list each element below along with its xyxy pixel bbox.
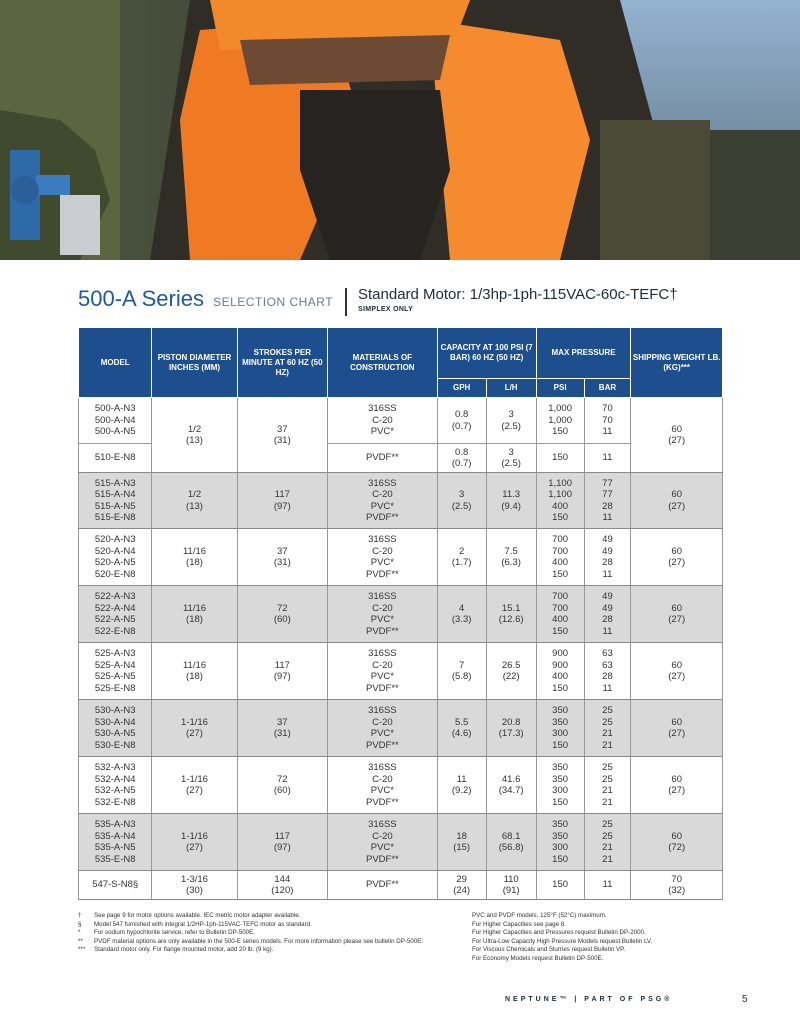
table-row [79, 757, 723, 814]
cell-strokes: 117 (97) [237, 814, 327, 871]
cell-materials: 316SS C-20 PVC* PVDF** [328, 700, 438, 757]
cell-model: 520-A-N3 520-A-N4 520-A-N5 520-E-N8 [79, 529, 152, 586]
cell-model: 515-A-N3 515-A-N4 515-A-N5 515-E-N8 [79, 473, 152, 529]
table-row [79, 871, 723, 900]
title-divider [345, 288, 347, 316]
table-row [79, 814, 723, 871]
table-row [79, 529, 723, 586]
cell-gph: 2 (1.7) [437, 529, 486, 586]
cell-gph: 4 (3.3) [437, 586, 486, 643]
cell-lh: 3 (2.5) [486, 398, 536, 444]
chart-label: SELECTION CHART [213, 295, 334, 309]
cell-model: 510-E-N8 [79, 444, 152, 473]
table-row-group [79, 814, 723, 871]
cell-materials: 316SS C-20 PVC* [328, 398, 438, 444]
cell-psi: 150 [536, 444, 584, 473]
selection-chart-table [78, 327, 723, 900]
cell-piston: 1-3/16 (30) [152, 871, 237, 900]
header-model: MODEL [79, 328, 152, 398]
chart-title-bar [78, 284, 738, 320]
header-max-pressure: MAX PRESSURE [536, 328, 631, 379]
footnote [78, 912, 458, 921]
cell-weight: 60 (27) [631, 529, 723, 586]
table-row-group [79, 643, 723, 700]
footnote-text: See page 9 for motor options available. IEC metric motor adapter available. [94, 912, 301, 919]
footnote-text: PVDF material options are only available in the 500-E series models. For more information please see bulletin DP-500E. [94, 937, 424, 945]
cell-bar: 70 70 11 [584, 398, 631, 444]
simplex-only-label: SIMPLEX ONLY [358, 306, 414, 313]
cell-strokes: 117 (97) [237, 473, 327, 529]
cell-piston: 1/2 (13) [152, 398, 237, 473]
cell-piston: 11/16 (18) [152, 529, 237, 586]
table-row [79, 643, 723, 700]
cell-piston: 1-1/16 (27) [152, 757, 237, 814]
footnote-mark: * [78, 929, 81, 937]
header-psi: PSI [536, 379, 584, 398]
cell-lh: 26.5 (22) [486, 643, 536, 700]
cell-lh: 68.1 (56.8) [486, 814, 536, 871]
note-line: For Higher Capacities see page 8. [472, 920, 566, 928]
cell-psi: 350 350 300 150 [536, 814, 584, 871]
table-row [79, 473, 723, 529]
cell-weight: 60 (27) [631, 586, 723, 643]
note-line: For Viscous Chemicals and Slurries request Bulletin VP. [472, 946, 626, 954]
header-strokes: STROKES PER MINUTE AT 60 HZ (50 HZ) [237, 328, 327, 398]
note-line: PVC and PVDF models, 125°F (52°C) maximum. [472, 912, 607, 919]
header-capacity: CAPACITY AT 100 PSI (7 BAR) 60 HZ (50 HZ) [437, 328, 536, 379]
cell-materials: 316SS C-20 PVC* PVDF** [328, 586, 438, 643]
table-row [79, 586, 723, 643]
cell-psi: 150 [536, 871, 584, 900]
table-row [79, 398, 723, 444]
note-line: For Economy Models request Bulletin DP-500E. [472, 954, 604, 962]
cell-lh: 11.3 (9.4) [486, 473, 536, 529]
cell-model: 500-A-N3 500-A-N4 500-A-N5 [79, 398, 152, 444]
cell-psi: 350 350 300 150 [536, 757, 584, 814]
cell-psi: 700 700 400 150 [536, 529, 584, 586]
cell-strokes: 117 (97) [237, 643, 327, 700]
cell-strokes: 144 (120) [237, 871, 327, 900]
header-gph: GPH [437, 379, 486, 398]
table-row-group [79, 586, 723, 643]
cell-strokes: 72 (60) [237, 586, 327, 643]
cell-psi: 1,000 1,000 150 [536, 398, 584, 444]
footnote-text: Standard motor only. For flange mounted motor, add 20 lb. (9 kg). [94, 946, 274, 954]
cell-bar: 11 [584, 444, 631, 473]
cell-gph: 5.5 (4.6) [437, 700, 486, 757]
table-row-group [79, 398, 723, 473]
cell-gph: 0.8 (0.7) [437, 398, 486, 444]
cell-gph: 18 (15) [437, 814, 486, 871]
footnote-mark: *** [78, 946, 86, 954]
header-shipping-weight: SHIPPING WEIGHT LB. (KG)*** [631, 328, 723, 398]
cell-bar: 11 [584, 871, 631, 900]
hero-photo-illustration [0, 0, 800, 260]
header-bar: BAR [584, 379, 631, 398]
cell-piston: 1-1/16 (27) [152, 700, 237, 757]
note-line: For Ultra-Low Capacity High Pressure Models request Bulletin LV. [472, 937, 653, 945]
series-name: 500-A Series [78, 286, 204, 311]
cell-lh: 7.5 (6.3) [486, 529, 536, 586]
footnote [78, 946, 458, 955]
cell-strokes: 72 (60) [237, 757, 327, 814]
cell-bar: 25 25 21 21 [584, 814, 631, 871]
cell-lh: 41.6 (34.7) [486, 757, 536, 814]
footnote-text: Model 547 furnished with integral 1/2HP-1ph-115VAC-TEFC motor as standard. [94, 920, 312, 928]
footnote-text: For sodium hypochlorite service, refer to Bulletin DP-500E. [94, 929, 255, 937]
cell-lh: 15.1 (12.6) [486, 586, 536, 643]
footnote-mark: § [78, 920, 82, 928]
cell-psi: 350 350 300 150 [536, 700, 584, 757]
cell-materials: 316SS C-20 PVC* PVDF** [328, 529, 438, 586]
cell-model: 535-A-N3 535-A-N4 535-A-N5 535-E-N8 [79, 814, 152, 871]
header-lh: L/H [486, 379, 536, 398]
cell-weight: 60 (27) [631, 700, 723, 757]
cell-weight: 60 (72) [631, 814, 723, 871]
cell-weight: 70 (32) [631, 871, 723, 900]
cell-bar: 25 25 21 21 [584, 757, 631, 814]
header-materials: MATERIALS OF CONSTRUCTION [328, 328, 438, 398]
cell-gph: 7 (5.8) [437, 643, 486, 700]
cell-strokes: 37 (31) [237, 398, 327, 473]
cell-weight: 60 (27) [631, 757, 723, 814]
cell-psi: 700 700 400 150 [536, 586, 584, 643]
table-row-group [79, 757, 723, 814]
cell-model: 530-A-N3 530-A-N4 530-A-N5 530-E-N8 [79, 700, 152, 757]
table-row [79, 700, 723, 757]
cell-materials: 316SS C-20 PVC* PVDF** [328, 757, 438, 814]
table-row-group [79, 529, 723, 586]
cell-weight: 60 (27) [631, 398, 723, 473]
cell-model: 532-A-N3 532-A-N4 532-A-N5 532-E-N8 [79, 757, 152, 814]
cell-gph: 0.8 (0.7) [437, 444, 486, 473]
cell-lh: 20.8 (17.3) [486, 700, 536, 757]
table-row-group [79, 473, 723, 529]
footer-brand: NEPTUNE™ | PART OF PSG® [505, 996, 673, 1003]
page-number: 5 [742, 994, 748, 1005]
table-row-group [79, 700, 723, 757]
cell-materials: 316SS C-20 PVC* PVDF** [328, 643, 438, 700]
cell-bar: 77 77 28 11 [584, 473, 631, 529]
hero-photo [0, 0, 800, 260]
footnote [78, 938, 458, 947]
cell-lh: 110 (91) [486, 871, 536, 900]
footnote-mark: ** [78, 937, 83, 945]
cell-bar: 49 49 28 11 [584, 529, 631, 586]
cell-materials: PVDF** [328, 444, 438, 473]
cell-bar: 63 63 28 11 [584, 643, 631, 700]
cell-piston: 11/16 (18) [152, 586, 237, 643]
cell-strokes: 37 (31) [237, 700, 327, 757]
footnotes-left [78, 912, 458, 955]
cell-psi: 1,100 1,100 400 150 [536, 473, 584, 529]
cell-gph: 3 (2.5) [437, 473, 486, 529]
cell-model: 547-S-N8§ [79, 871, 152, 900]
cell-materials: PVDF** [328, 871, 438, 900]
cell-materials: 316SS C-20 PVC* PVDF** [328, 473, 438, 529]
cell-lh: 3 (2.5) [486, 444, 536, 473]
cell-bar: 25 25 21 21 [584, 700, 631, 757]
cell-model: 522-A-N3 522-A-N4 522-A-N5 522-E-N8 [79, 586, 152, 643]
cell-materials: 316SS C-20 PVC* PVDF** [328, 814, 438, 871]
cell-weight: 60 (27) [631, 473, 723, 529]
cell-weight: 60 (27) [631, 643, 723, 700]
page-title [78, 286, 333, 312]
footnote [78, 921, 458, 930]
cell-gph: 11 (9.2) [437, 757, 486, 814]
cell-piston: 1-1/16 (27) [152, 814, 237, 871]
note-line: For Higher Capacities and Pressures request Bulletin DP-2000. [472, 929, 646, 937]
cell-strokes: 37 (31) [237, 529, 327, 586]
cell-piston: 11/16 (18) [152, 643, 237, 700]
cell-bar: 49 49 28 11 [584, 586, 631, 643]
footnote [78, 929, 458, 938]
cell-model: 525-A-N3 525-A-N4 525-A-N5 525-E-N8 [79, 643, 152, 700]
table-row-group [79, 871, 723, 900]
footnote-mark: † [78, 912, 82, 919]
footnotes-right [472, 912, 732, 964]
standard-motor-label: Standard Motor: 1/3hp-1ph-115VAC-60c-TEFC† [358, 286, 678, 303]
cell-gph: 29 (24) [437, 871, 486, 900]
cell-piston: 1/2 (13) [152, 473, 237, 529]
header-piston: PISTON DIAMETER INCHES (MM) [152, 328, 237, 398]
cell-psi: 900 900 400 150 [536, 643, 584, 700]
